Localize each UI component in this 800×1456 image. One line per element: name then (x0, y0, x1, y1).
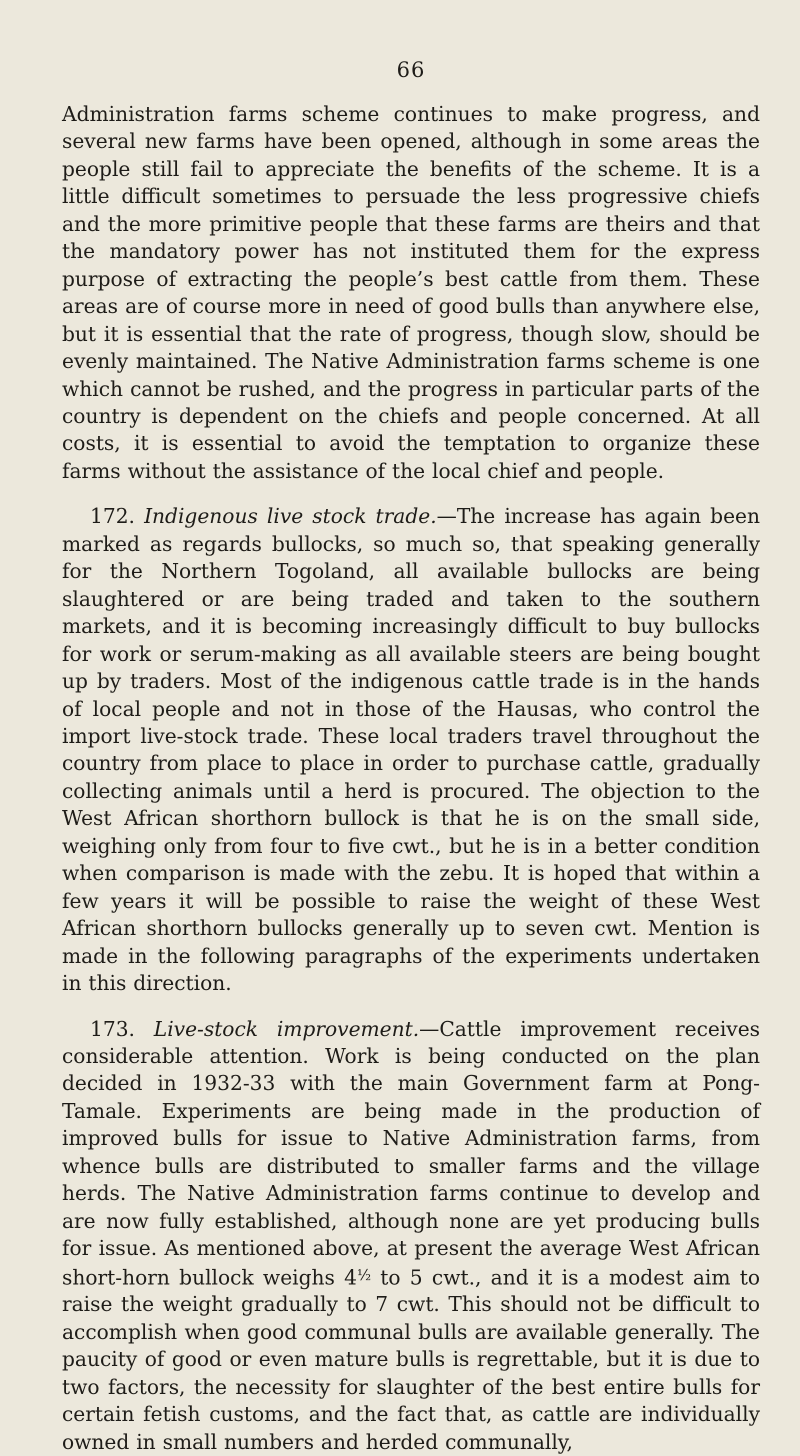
paragraph-heading: Live-stock improvement. (154, 1017, 419, 1041)
paragraph-text: Administration farms scheme continues to make progress, and several new farms have been opened, although in some areas the people still fail to appreciate the benefits of the scheme. It is a little difficult sometimes to persuade the less progressive chiefs and the more primitive people that these farms are theirs and that the mandatory power has not instituted them for the express purpose of extracting the people’s best cattle from them. These areas are of course more in need of good bulls than anywhere else, but it is essential that the rate of progress, though slow, should be evenly maintained. The Native Administration farms scheme is one which cannot be rushed, and the progress in particular parts of the country is dependent on the chiefs and people concerned. At all costs, it is essential to avoid the temptation to organize these farms without the assistance of the local chief and people. (62, 102, 760, 483)
paragraph-number: 172. (90, 504, 135, 528)
paragraph-172 (62, 503, 760, 997)
paragraph-173 (62, 1016, 760, 1456)
paragraph-text-continued: to 5 cwt., and it is a modest aim to raise the weight gradually to 7 cwt. This should not be difficult to accomplish when good communal bulls are available generally. The paucity of good or even mature bulls is regrettable, but it is due to two factors, the necessity for slaughter of the best entire bulls for certain fetish customs, and the fact that, as cattle are individually owned in small numbers and herded communally, (62, 1265, 760, 1454)
paragraph-text: —The increase has again been marked as regards bullocks, so much so, that speaking generally for the Northern Togoland, all available bullocks are being slaughtered or are being traded and taken to the southern markets, and it is becoming increasingly difficult to buy bullocks for work or serum-making as all available steers are being bought up by traders. Most of the indigenous cattle trade is in the hands of local people and not in those of the Hausas, who control the import live-stock trade. These local traders travel throughout the country from place to place in order to purchase cattle, gradually collecting animals until a herd is procured. The objection to the West African shorthorn bullock is that he is on the small side, weighing only from four to five cwt., but he is in a better condition when comparison is made with the zebu. It is hoped that within a few years it will be possible to raise the weight of these West African shorthorn bullocks generally up to seven cwt. Mention is made in the following paragraphs of the experiments undertaken in this direction. (62, 504, 760, 995)
fraction-half: ½ (357, 1268, 371, 1284)
paragraph-text: —Cattle improvement receives considerable attention. Work is being conducted on the plan decided in 1932-33 with the main Government farm at Pong-Tamale. Experiments are being made in the production of improved bulls for issue to Native Administration farms, from whence bulls are distributed to smaller farms and the village herds. The Native Administration farms continue to develop and are now fully established, although none are yet producing bulls for issue. As mentioned above, at present the average West African short-horn bullock weighs 4 (62, 1017, 760, 1289)
page-number: 66 (62, 60, 760, 81)
paragraph-number: 173. (90, 1017, 135, 1041)
paragraph-continued (62, 101, 760, 485)
paragraph-heading: Indigenous live stock trade. (144, 504, 437, 528)
